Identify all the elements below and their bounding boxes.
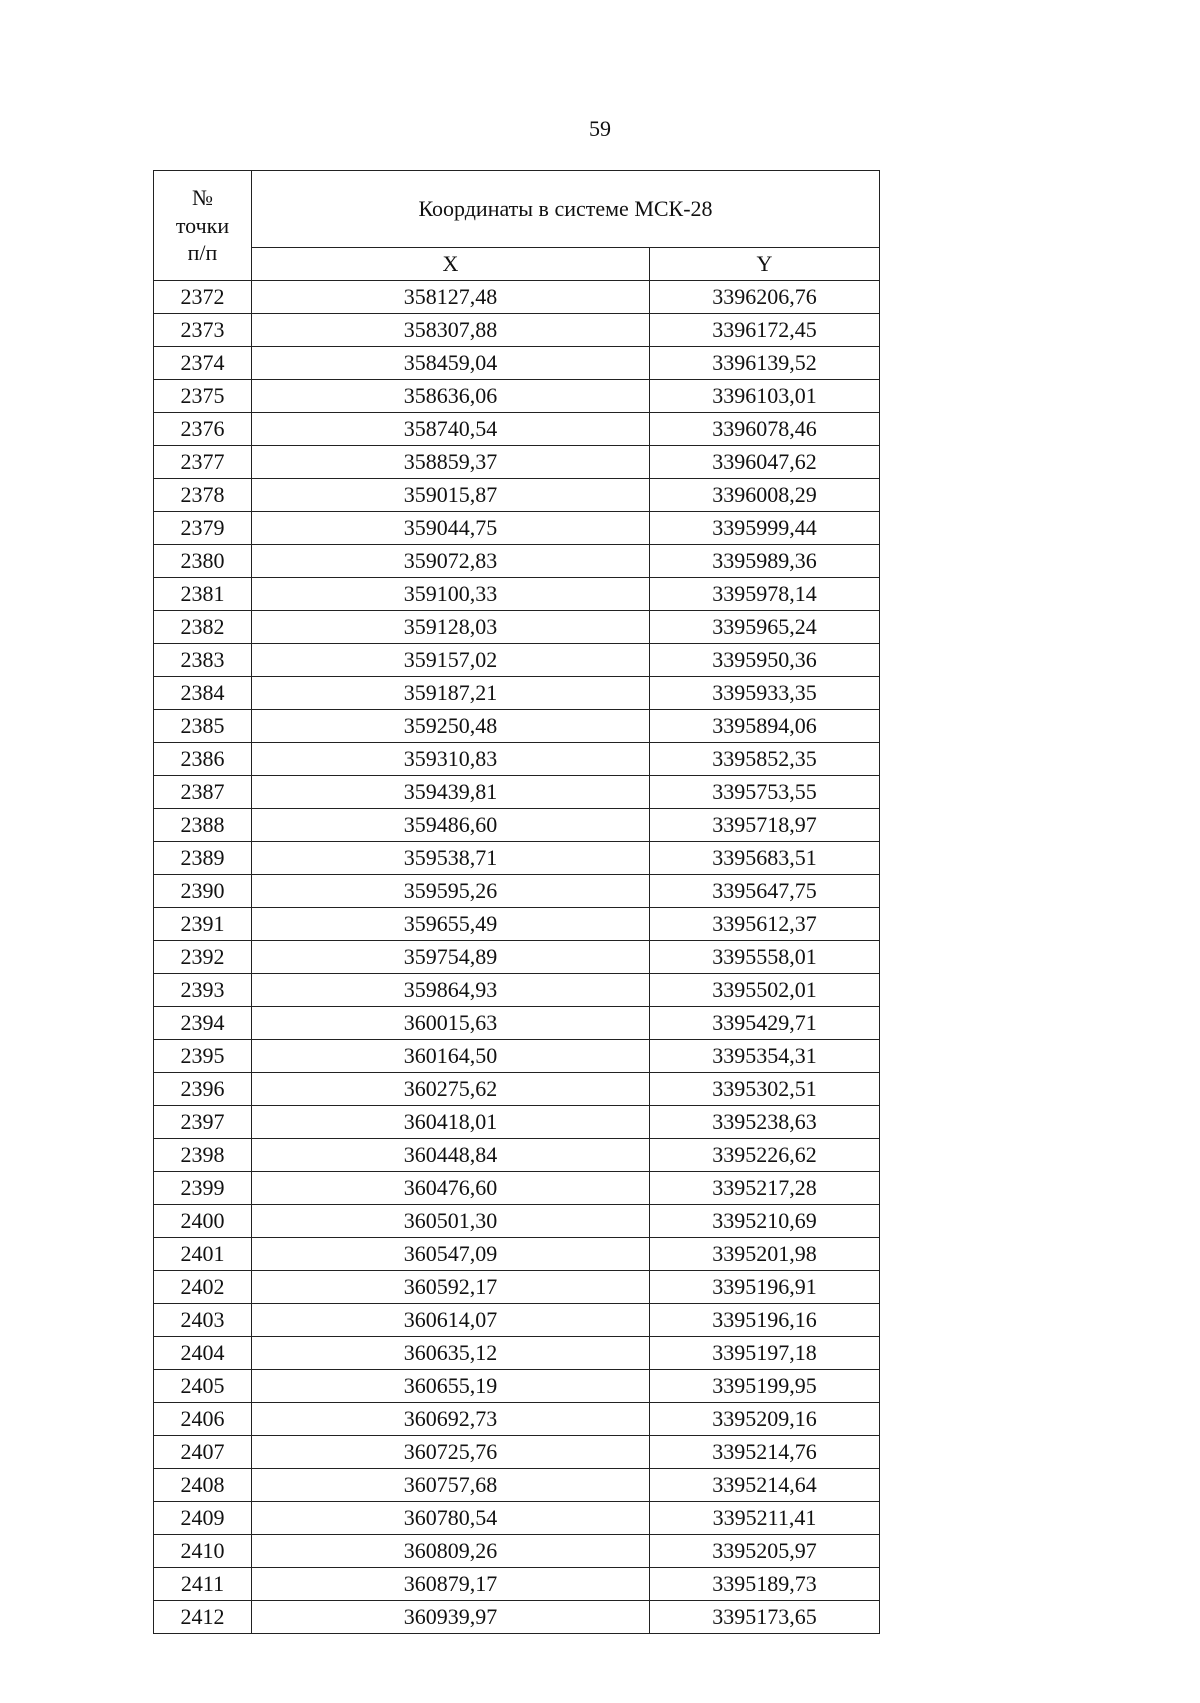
y-coordinate-cell: 3396078,46 xyxy=(650,413,880,446)
x-coordinate-cell: 358459,04 xyxy=(252,347,650,380)
y-coordinate-cell: 3396206,76 xyxy=(650,281,880,314)
y-coordinate-cell: 3395238,63 xyxy=(650,1106,880,1139)
x-coordinate-cell: 359072,83 xyxy=(252,545,650,578)
y-coordinate-cell: 3395354,31 xyxy=(650,1040,880,1073)
y-coordinate-cell: 3395205,97 xyxy=(650,1535,880,1568)
x-coordinate-cell: 359100,33 xyxy=(252,578,650,611)
table-row xyxy=(154,941,880,974)
point-number-cell: 2401 xyxy=(154,1238,252,1271)
y-coordinate-cell: 3395199,95 xyxy=(650,1370,880,1403)
table-row xyxy=(154,380,880,413)
y-coordinate-cell: 3396047,62 xyxy=(650,446,880,479)
point-number-cell: 2384 xyxy=(154,677,252,710)
point-number-cell: 2399 xyxy=(154,1172,252,1205)
x-coordinate-cell: 359486,60 xyxy=(252,809,650,842)
x-coordinate-cell: 360547,09 xyxy=(252,1238,650,1271)
table-row xyxy=(154,776,880,809)
y-coordinate-cell: 3395950,36 xyxy=(650,644,880,677)
x-coordinate-cell: 360476,60 xyxy=(252,1172,650,1205)
point-number-cell: 2410 xyxy=(154,1535,252,1568)
point-number-cell: 2400 xyxy=(154,1205,252,1238)
table-row xyxy=(154,1337,880,1370)
x-coordinate-cell: 359015,87 xyxy=(252,479,650,512)
table-row xyxy=(154,1106,880,1139)
table-row xyxy=(154,578,880,611)
point-number-cell: 2408 xyxy=(154,1469,252,1502)
x-coordinate-cell: 360725,76 xyxy=(252,1436,650,1469)
point-number-cell: 2403 xyxy=(154,1304,252,1337)
table-row xyxy=(154,413,880,446)
point-number-header-line3: п/п xyxy=(187,240,218,266)
x-coordinate-cell: 360635,12 xyxy=(252,1337,650,1370)
x-coordinate-cell: 360418,01 xyxy=(252,1106,650,1139)
table-row xyxy=(154,1469,880,1502)
point-number-cell: 2387 xyxy=(154,776,252,809)
point-number-cell: 2381 xyxy=(154,578,252,611)
y-coordinate-cell: 3395189,73 xyxy=(650,1568,880,1601)
y-coordinate-cell: 3395558,01 xyxy=(650,941,880,974)
table-row xyxy=(154,809,880,842)
y-coordinate-cell: 3395852,35 xyxy=(650,743,880,776)
y-coordinate-cell: 3396172,45 xyxy=(650,314,880,347)
y-coordinate-cell: 3395196,91 xyxy=(650,1271,880,1304)
coordinates-system-header: Координаты в системе МСК-28 xyxy=(252,171,880,248)
y-coordinate-cell: 3395753,55 xyxy=(650,776,880,809)
x-coordinate-cell: 360501,30 xyxy=(252,1205,650,1238)
table-row xyxy=(154,479,880,512)
table-row xyxy=(154,1172,880,1205)
table-row xyxy=(154,710,880,743)
x-coordinate-cell: 360275,62 xyxy=(252,1073,650,1106)
table-row xyxy=(154,1271,880,1304)
point-number-header-line1: № xyxy=(192,185,213,211)
y-coordinate-cell: 3395933,35 xyxy=(650,677,880,710)
point-number-cell: 2409 xyxy=(154,1502,252,1535)
point-number-header-line2: точки xyxy=(175,212,230,238)
table-row xyxy=(154,1502,880,1535)
table-row xyxy=(154,512,880,545)
point-number-cell: 2407 xyxy=(154,1436,252,1469)
x-coordinate-cell: 360879,17 xyxy=(252,1568,650,1601)
y-coordinate-cell: 3395173,65 xyxy=(650,1601,880,1634)
point-number-cell: 2398 xyxy=(154,1139,252,1172)
point-number-cell: 2373 xyxy=(154,314,252,347)
x-coordinate-cell: 360692,73 xyxy=(252,1403,650,1436)
point-number-cell: 2378 xyxy=(154,479,252,512)
y-coordinate-cell: 3395502,01 xyxy=(650,974,880,1007)
y-coordinate-cell: 3395217,28 xyxy=(650,1172,880,1205)
point-number-cell: 2402 xyxy=(154,1271,252,1304)
table-row xyxy=(154,1535,880,1568)
y-coordinate-cell: 3395209,16 xyxy=(650,1403,880,1436)
x-coordinate-cell: 359754,89 xyxy=(252,941,650,974)
y-coordinate-cell: 3395647,75 xyxy=(650,875,880,908)
x-coordinate-cell: 359157,02 xyxy=(252,644,650,677)
x-coordinate-cell: 358740,54 xyxy=(252,413,650,446)
table-row xyxy=(154,1304,880,1337)
y-coordinate-cell: 3395978,14 xyxy=(650,578,880,611)
y-coordinate-cell: 3395196,16 xyxy=(650,1304,880,1337)
table-row xyxy=(154,677,880,710)
x-coordinate-cell: 358307,88 xyxy=(252,314,650,347)
x-coordinate-cell: 359439,81 xyxy=(252,776,650,809)
x-coordinate-cell: 360448,84 xyxy=(252,1139,650,1172)
point-number-cell: 2411 xyxy=(154,1568,252,1601)
x-coordinate-cell: 358859,37 xyxy=(252,446,650,479)
x-column-header: X xyxy=(252,248,650,281)
table-row xyxy=(154,1139,880,1172)
table-row xyxy=(154,1205,880,1238)
point-number-cell: 2392 xyxy=(154,941,252,974)
y-column-header: Y xyxy=(650,248,880,281)
point-number-cell: 2395 xyxy=(154,1040,252,1073)
y-coordinate-cell: 3395718,97 xyxy=(650,809,880,842)
point-number-cell: 2412 xyxy=(154,1601,252,1634)
point-number-cell: 2383 xyxy=(154,644,252,677)
x-coordinate-cell: 359864,93 xyxy=(252,974,650,1007)
table-row xyxy=(154,875,880,908)
point-number-cell: 2389 xyxy=(154,842,252,875)
table-row xyxy=(154,1568,880,1601)
table-row xyxy=(154,842,880,875)
x-coordinate-cell: 360655,19 xyxy=(252,1370,650,1403)
x-coordinate-cell: 359250,48 xyxy=(252,710,650,743)
table-row xyxy=(154,974,880,1007)
point-number-cell: 2393 xyxy=(154,974,252,1007)
coordinates-table xyxy=(153,170,880,1634)
x-coordinate-cell: 359595,26 xyxy=(252,875,650,908)
point-number-cell: 2375 xyxy=(154,380,252,413)
table-row xyxy=(154,611,880,644)
point-number-cell: 2404 xyxy=(154,1337,252,1370)
table-row xyxy=(154,1007,880,1040)
y-coordinate-cell: 3395214,76 xyxy=(650,1436,880,1469)
y-coordinate-cell: 3395197,18 xyxy=(650,1337,880,1370)
point-number-cell: 2391 xyxy=(154,908,252,941)
point-number-cell: 2406 xyxy=(154,1403,252,1436)
x-coordinate-cell: 360780,54 xyxy=(252,1502,650,1535)
table-row xyxy=(154,1073,880,1106)
y-coordinate-cell: 3395214,64 xyxy=(650,1469,880,1502)
point-number-cell: 2394 xyxy=(154,1007,252,1040)
x-coordinate-cell: 360809,26 xyxy=(252,1535,650,1568)
x-coordinate-cell: 359655,49 xyxy=(252,908,650,941)
point-number-cell: 2380 xyxy=(154,545,252,578)
point-number-cell: 2396 xyxy=(154,1073,252,1106)
y-coordinate-cell: 3395302,51 xyxy=(650,1073,880,1106)
x-coordinate-cell: 360015,63 xyxy=(252,1007,650,1040)
x-coordinate-cell: 358127,48 xyxy=(252,281,650,314)
table-row xyxy=(154,1040,880,1073)
y-coordinate-cell: 3395211,41 xyxy=(650,1502,880,1535)
x-coordinate-cell: 358636,06 xyxy=(252,380,650,413)
x-coordinate-cell: 360164,50 xyxy=(252,1040,650,1073)
point-number-cell: 2382 xyxy=(154,611,252,644)
x-coordinate-cell: 359310,83 xyxy=(252,743,650,776)
x-coordinate-cell: 359128,03 xyxy=(252,611,650,644)
table-header xyxy=(154,171,880,281)
y-coordinate-cell: 3395989,36 xyxy=(650,545,880,578)
x-coordinate-cell: 360757,68 xyxy=(252,1469,650,1502)
table-row xyxy=(154,1403,880,1436)
point-number-cell: 2379 xyxy=(154,512,252,545)
table-row xyxy=(154,908,880,941)
x-coordinate-cell: 359538,71 xyxy=(252,842,650,875)
point-number-cell: 2405 xyxy=(154,1370,252,1403)
y-coordinate-cell: 3396008,29 xyxy=(650,479,880,512)
table-row xyxy=(154,1436,880,1469)
y-coordinate-cell: 3395226,62 xyxy=(650,1139,880,1172)
y-coordinate-cell: 3396103,01 xyxy=(650,380,880,413)
y-coordinate-cell: 3395210,69 xyxy=(650,1205,880,1238)
table-row xyxy=(154,743,880,776)
point-number-cell: 2385 xyxy=(154,710,252,743)
point-number-cell: 2372 xyxy=(154,281,252,314)
table-row xyxy=(154,281,880,314)
point-number-cell: 2376 xyxy=(154,413,252,446)
table-row xyxy=(154,1238,880,1271)
y-coordinate-cell: 3395965,24 xyxy=(650,611,880,644)
y-coordinate-cell: 3395894,06 xyxy=(650,710,880,743)
page-number: 59 xyxy=(589,116,611,141)
x-coordinate-cell: 359187,21 xyxy=(252,677,650,710)
point-number-cell: 2377 xyxy=(154,446,252,479)
y-coordinate-cell: 3395612,37 xyxy=(650,908,880,941)
table-row xyxy=(154,314,880,347)
y-coordinate-cell: 3395429,71 xyxy=(650,1007,880,1040)
x-coordinate-cell: 360592,17 xyxy=(252,1271,650,1304)
point-number-cell: 2397 xyxy=(154,1106,252,1139)
table-row xyxy=(154,644,880,677)
y-coordinate-cell: 3395683,51 xyxy=(650,842,880,875)
y-coordinate-cell: 3395999,44 xyxy=(650,512,880,545)
table-body xyxy=(154,281,880,1634)
table-row xyxy=(154,347,880,380)
y-coordinate-cell: 3396139,52 xyxy=(650,347,880,380)
table-row xyxy=(154,545,880,578)
x-coordinate-cell: 359044,75 xyxy=(252,512,650,545)
point-number-cell: 2386 xyxy=(154,743,252,776)
point-number-cell: 2374 xyxy=(154,347,252,380)
table-row xyxy=(154,446,880,479)
table-row xyxy=(154,1601,880,1634)
y-coordinate-cell: 3395201,98 xyxy=(650,1238,880,1271)
point-number-cell: 2390 xyxy=(154,875,252,908)
x-coordinate-cell: 360614,07 xyxy=(252,1304,650,1337)
point-number-header xyxy=(154,171,252,281)
table-row xyxy=(154,1370,880,1403)
point-number-cell: 2388 xyxy=(154,809,252,842)
x-coordinate-cell: 360939,97 xyxy=(252,1601,650,1634)
